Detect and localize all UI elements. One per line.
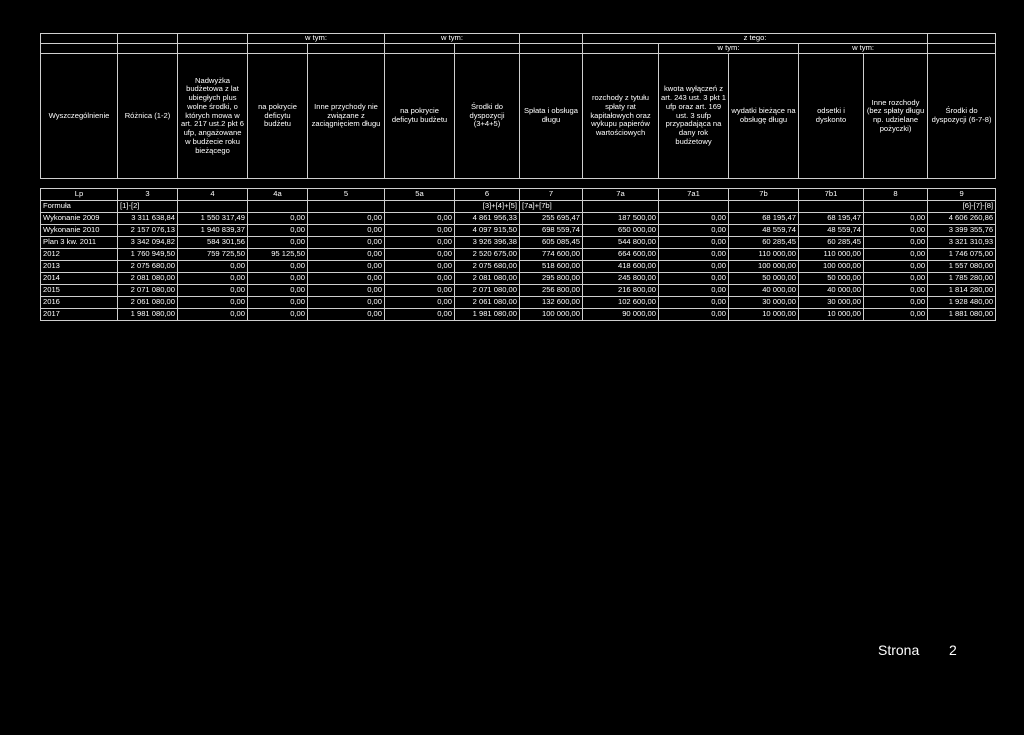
value-cell: 40 000,00 bbox=[799, 285, 864, 297]
value-cell: 0,00 bbox=[248, 309, 308, 321]
page-number: 2 bbox=[949, 642, 957, 658]
value-cell: 0,00 bbox=[178, 285, 248, 297]
lp-cell: 8 bbox=[864, 189, 928, 201]
row-label-cell: 2015 bbox=[41, 285, 118, 297]
value-cell: 1 928 480,00 bbox=[928, 297, 996, 309]
value-cell: 0,00 bbox=[308, 285, 385, 297]
lp-cell: 6 bbox=[455, 189, 520, 201]
value-cell: 2 061 080,00 bbox=[118, 297, 178, 309]
value-cell: 759 725,50 bbox=[178, 249, 248, 261]
value-cell: 1 760 949,50 bbox=[118, 249, 178, 261]
value-cell: 100 000,00 bbox=[799, 261, 864, 273]
value-cell: 48 559,74 bbox=[729, 225, 799, 237]
value-cell: 0,00 bbox=[864, 273, 928, 285]
value-cell: 698 559,74 bbox=[520, 225, 583, 237]
value-cell: 68 195,47 bbox=[799, 213, 864, 225]
value-cell: 0,00 bbox=[659, 237, 729, 249]
value-cell: 0,00 bbox=[385, 225, 455, 237]
value-cell: 50 000,00 bbox=[799, 273, 864, 285]
value-cell: 2 071 080,00 bbox=[118, 285, 178, 297]
table-row bbox=[41, 309, 996, 321]
value-cell: 0,00 bbox=[385, 273, 455, 285]
col-header-4: na pokrycie deficytu budżetu bbox=[248, 54, 308, 179]
formula-row bbox=[41, 201, 996, 213]
value-cell: 1 881 080,00 bbox=[928, 309, 996, 321]
value-cell: 48 559,74 bbox=[799, 225, 864, 237]
value-cell: 0,00 bbox=[864, 297, 928, 309]
row-label-cell: 2014 bbox=[41, 273, 118, 285]
value-cell: 1 981 080,00 bbox=[118, 309, 178, 321]
row-label-cell: 2012 bbox=[41, 249, 118, 261]
value-cell: 1 785 280,00 bbox=[928, 273, 996, 285]
value-cell: 0,00 bbox=[659, 261, 729, 273]
col-header-7: rozchody z tytułu spłaty rat kapitałowych oraz wykupu papierów wartościowych bbox=[583, 54, 659, 179]
lp-cell: 9 bbox=[928, 189, 996, 201]
row-label-cell: 2013 bbox=[41, 261, 118, 273]
formula-cell bbox=[583, 201, 659, 213]
formula-cell: Formuła bbox=[41, 201, 118, 213]
col-header-6: Spłata i obsługa długu bbox=[520, 54, 583, 179]
value-cell: 1 557 080,00 bbox=[928, 261, 996, 273]
value-cell: 0,00 bbox=[864, 225, 928, 237]
value-cell: 650 000,00 bbox=[583, 225, 659, 237]
value-cell: 518 600,00 bbox=[520, 261, 583, 273]
value-cell: 245 800,00 bbox=[583, 273, 659, 285]
value-cell: 0,00 bbox=[308, 273, 385, 285]
value-cell: 0,00 bbox=[248, 261, 308, 273]
value-cell: 1 814 280,00 bbox=[928, 285, 996, 297]
w-tym-label-2: w tym: bbox=[385, 34, 520, 44]
value-cell: 0,00 bbox=[659, 285, 729, 297]
value-cell: 0,00 bbox=[248, 213, 308, 225]
value-cell: 295 800,00 bbox=[520, 273, 583, 285]
value-cell: 60 285,45 bbox=[799, 237, 864, 249]
value-cell: 1 746 075,00 bbox=[928, 249, 996, 261]
lp-cell: 7b1 bbox=[799, 189, 864, 201]
col-header-3: Nadwyżka budżetowa z lat ubiegłych plus wolne środki, o których mowa w art. 217 ust.2 pkt 6 ufp, angażowane w budżecie roku bieżącego bbox=[178, 54, 248, 179]
row-label-cell: 2017 bbox=[41, 309, 118, 321]
value-cell: 0,00 bbox=[308, 297, 385, 309]
value-cell: 0,00 bbox=[248, 273, 308, 285]
value-cell: 2 071 080,00 bbox=[455, 285, 520, 297]
row-label-cell: Wykonanie 2010 bbox=[41, 225, 118, 237]
value-cell: 0,00 bbox=[659, 297, 729, 309]
lp-cell: Lp bbox=[41, 189, 118, 201]
value-cell: 0,00 bbox=[385, 237, 455, 249]
table-row bbox=[41, 249, 996, 261]
lp-cell: 4a bbox=[248, 189, 308, 201]
value-cell: 1 940 839,37 bbox=[178, 225, 248, 237]
data-rows bbox=[41, 213, 996, 321]
w-tym-label-3: w tym: bbox=[659, 44, 799, 54]
value-cell: 10 000,00 bbox=[799, 309, 864, 321]
table-row bbox=[41, 285, 996, 297]
formula-cell bbox=[385, 201, 455, 213]
value-cell: 1 981 080,00 bbox=[455, 309, 520, 321]
value-cell: 774 600,00 bbox=[520, 249, 583, 261]
col-header-2: Różnica (1-2) bbox=[118, 54, 178, 179]
value-cell: 256 800,00 bbox=[520, 285, 583, 297]
value-cell: 100 000,00 bbox=[729, 261, 799, 273]
value-cell: 0,00 bbox=[659, 225, 729, 237]
value-cell: 0,00 bbox=[659, 213, 729, 225]
value-cell: 187 500,00 bbox=[583, 213, 659, 225]
value-cell: 0,00 bbox=[385, 249, 455, 261]
value-cell: 0,00 bbox=[659, 309, 729, 321]
formula-cell bbox=[864, 201, 928, 213]
value-cell: 0,00 bbox=[864, 237, 928, 249]
value-cell: 1 550 317,49 bbox=[178, 213, 248, 225]
value-cell: 0,00 bbox=[385, 285, 455, 297]
lp-cell: 4 bbox=[178, 189, 248, 201]
formula-cell bbox=[659, 201, 729, 213]
value-cell: 0,00 bbox=[308, 249, 385, 261]
value-cell: 0,00 bbox=[248, 225, 308, 237]
col-header-5: na pokrycie deficytu budżetu bbox=[385, 54, 455, 179]
lp-row bbox=[41, 189, 996, 201]
value-cell: 2 081 080,00 bbox=[118, 273, 178, 285]
value-cell: 0,00 bbox=[178, 297, 248, 309]
value-cell: 0,00 bbox=[864, 309, 928, 321]
value-cell: 3 311 638,84 bbox=[118, 213, 178, 225]
w-tym-label-4: w tym: bbox=[799, 44, 928, 54]
table-row bbox=[41, 261, 996, 273]
value-cell: 0,00 bbox=[178, 309, 248, 321]
value-cell: 605 085,45 bbox=[520, 237, 583, 249]
value-cell: 0,00 bbox=[385, 213, 455, 225]
value-cell: 255 695,47 bbox=[520, 213, 583, 225]
formula-cell: [1]-[2] bbox=[118, 201, 178, 213]
value-cell: 132 600,00 bbox=[520, 297, 583, 309]
value-cell: 30 000,00 bbox=[799, 297, 864, 309]
value-cell: 2 061 080,00 bbox=[455, 297, 520, 309]
value-cell: 0,00 bbox=[308, 237, 385, 249]
header-row-top bbox=[41, 34, 996, 44]
value-cell: 30 000,00 bbox=[729, 297, 799, 309]
value-cell: 50 000,00 bbox=[729, 273, 799, 285]
value-cell: 60 285,45 bbox=[729, 237, 799, 249]
value-cell: 90 000,00 bbox=[583, 309, 659, 321]
value-cell: 0,00 bbox=[864, 213, 928, 225]
value-cell: 0,00 bbox=[864, 285, 928, 297]
page-footer bbox=[878, 642, 957, 658]
lp-cell: 5 bbox=[308, 189, 385, 201]
spacer-row bbox=[41, 179, 996, 189]
formula-cell bbox=[178, 201, 248, 213]
value-cell: 0,00 bbox=[385, 309, 455, 321]
value-cell: 3 321 310,93 bbox=[928, 237, 996, 249]
value-cell: 100 000,00 bbox=[520, 309, 583, 321]
formula-cell bbox=[729, 201, 799, 213]
table-row bbox=[41, 273, 996, 285]
formula-cell: [3]+[4]+[5] bbox=[455, 201, 520, 213]
value-cell: 102 600,00 bbox=[583, 297, 659, 309]
formula-cell: [7a]+[7b] bbox=[520, 201, 583, 213]
formula-cell bbox=[308, 201, 385, 213]
col-header-4a: Inne przychody nie związane z zaciągnięciem długu bbox=[308, 54, 385, 179]
value-cell: 68 195,47 bbox=[729, 213, 799, 225]
table-row bbox=[41, 237, 996, 249]
page-label: Strona bbox=[878, 642, 920, 658]
table-row bbox=[41, 225, 996, 237]
value-cell: 216 800,00 bbox=[583, 285, 659, 297]
w-tym-label-1: w tym: bbox=[248, 34, 385, 44]
col-header-8: Środki do dyspozycji (6-7-8) bbox=[928, 54, 996, 179]
table-row bbox=[41, 297, 996, 309]
value-cell: 4 606 260,86 bbox=[928, 213, 996, 225]
value-cell: 0,00 bbox=[308, 213, 385, 225]
value-cell: 4 097 915,50 bbox=[455, 225, 520, 237]
row-label-cell: 2016 bbox=[41, 297, 118, 309]
value-cell: 0,00 bbox=[308, 309, 385, 321]
header-row-main bbox=[41, 54, 996, 179]
value-cell: 110 000,00 bbox=[729, 249, 799, 261]
value-cell: 2 081 080,00 bbox=[455, 273, 520, 285]
table-row bbox=[41, 213, 996, 225]
formula-cell bbox=[799, 201, 864, 213]
header-row-mid bbox=[41, 44, 996, 54]
value-cell: 418 600,00 bbox=[583, 261, 659, 273]
col-header-5a: Środki do dyspozycji (3+4+5) bbox=[455, 54, 520, 179]
value-cell: 2 075 680,00 bbox=[455, 261, 520, 273]
value-cell: 95 125,50 bbox=[248, 249, 308, 261]
col-header-7a1: wydatki bieżące na obsługę długu bbox=[729, 54, 799, 179]
row-label-cell: Wykonanie 2009 bbox=[41, 213, 118, 225]
value-cell: 0,00 bbox=[178, 273, 248, 285]
value-cell: 0,00 bbox=[385, 261, 455, 273]
z-tego-label: z tego: bbox=[583, 34, 928, 44]
value-cell: 0,00 bbox=[178, 261, 248, 273]
value-cell: 0,00 bbox=[248, 285, 308, 297]
value-cell: 0,00 bbox=[385, 297, 455, 309]
value-cell: 0,00 bbox=[308, 261, 385, 273]
value-cell: 0,00 bbox=[248, 297, 308, 309]
value-cell: 584 301,56 bbox=[178, 237, 248, 249]
lp-cell: 7a1 bbox=[659, 189, 729, 201]
value-cell: 2 075 680,00 bbox=[118, 261, 178, 273]
col-header-1: Wyszczególnienie bbox=[41, 54, 118, 179]
value-cell: 664 600,00 bbox=[583, 249, 659, 261]
value-cell: 0,00 bbox=[248, 237, 308, 249]
value-cell: 3 342 094,82 bbox=[118, 237, 178, 249]
lp-cell: 5a bbox=[385, 189, 455, 201]
col-header-7b: odsetki i dyskonto bbox=[799, 54, 864, 179]
formula-cell bbox=[248, 201, 308, 213]
value-cell: 3 399 355,76 bbox=[928, 225, 996, 237]
value-cell: 3 926 396,38 bbox=[455, 237, 520, 249]
row-label-cell: Plan 3 kw. 2011 bbox=[41, 237, 118, 249]
lp-cell: 7b bbox=[729, 189, 799, 201]
lp-cell: 7a bbox=[583, 189, 659, 201]
value-cell: 2 520 675,00 bbox=[455, 249, 520, 261]
col-header-7b1: Inne rozchody (bez spłaty długu np. udzielane pożyczki) bbox=[864, 54, 928, 179]
value-cell: 2 157 076,13 bbox=[118, 225, 178, 237]
col-header-7a: kwota wyłączeń z art. 243 ust. 3 pkt 1 ufp oraz art. 169 ust. 3 sufp przypadająca na dany rok budżetowy bbox=[659, 54, 729, 179]
value-cell: 40 000,00 bbox=[729, 285, 799, 297]
value-cell: 0,00 bbox=[308, 225, 385, 237]
value-cell: 110 000,00 bbox=[799, 249, 864, 261]
value-cell: 0,00 bbox=[864, 261, 928, 273]
value-cell: 10 000,00 bbox=[729, 309, 799, 321]
value-cell: 0,00 bbox=[864, 249, 928, 261]
formula-cell: [6]-[7]-[8] bbox=[928, 201, 996, 213]
budget-table bbox=[40, 33, 996, 321]
lp-cell: 3 bbox=[118, 189, 178, 201]
value-cell: 4 861 956,33 bbox=[455, 213, 520, 225]
value-cell: 0,00 bbox=[659, 249, 729, 261]
value-cell: 544 800,00 bbox=[583, 237, 659, 249]
lp-cell: 7 bbox=[520, 189, 583, 201]
value-cell: 0,00 bbox=[659, 273, 729, 285]
